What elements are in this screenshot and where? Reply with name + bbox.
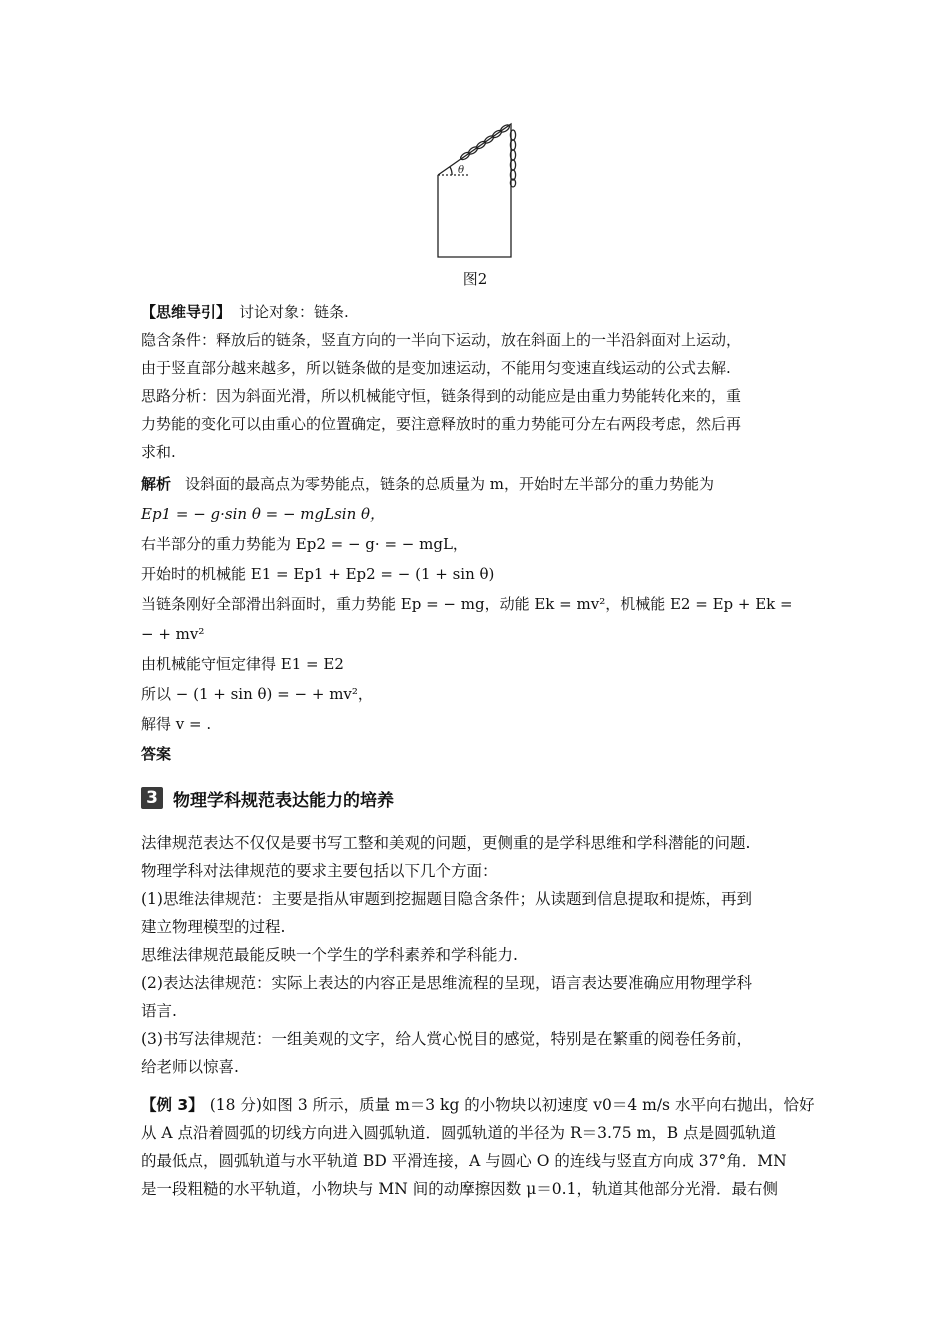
solution-line: 设斜面的最高点为零势能点，链条的总质量为 m，开始时左半部分的重力势能为 [185,475,715,493]
guide-line: 隐含条件：释放后的链条，竖直方向的一半向下运动，放在斜面上的一半沿斜面对上运动， [141,331,742,349]
body-line: 语言. [141,1002,177,1020]
body-line: 建立物理模型的过程. [141,918,286,936]
example-line: (18 分)如图 3 所示，质量 m＝3 kg 的小物块以初速度 v0＝4 m/s 水平向右抛出，恰好 [209,1096,815,1114]
example-label: 【例 3】 [141,1096,204,1114]
solution-line: 解得 v = . [141,715,212,733]
example-line: 是一段粗糙的水平轨道，小物块与 MN 间的动摩擦因数 μ＝0.1，轨道其他部分光滑．最右侧 [141,1180,778,1198]
body-line: (3)书写法律规范：一组美观的文字，给人赏心悦目的感觉，特别是在繁重的阅卷任务前， [141,1030,752,1048]
thinking-guide [141,298,816,466]
guide-line: 思路分析：因为斜面光滑，所以机械能守恒，链条得到的动能应是由重力势能转化来的，重 [141,387,742,405]
example-line: 的最低点，圆弧轨道与水平轨道 BD 平滑连接，A 与圆心 O 的连线与竖直方向成 37°角．MN [141,1152,787,1170]
guide-line: 讨论对象：链条. [239,303,349,321]
section-title: 物理学科规范表达能力的培养 [173,790,394,811]
guide-line: 由于竖直部分越来越多，所以链条做的是变加速运动，不能用匀变速直线运动的公式去解. [141,359,731,377]
theta-label: θ [458,165,465,176]
angle-arc [450,167,452,175]
solution-label: 解析 [141,475,172,493]
body-line: 给老师以惊喜. [141,1058,239,1076]
solution-line: 由机械能守恒定律得 E1 = E2 [141,655,344,673]
guide-line: 力势能的变化可以由重心的位置确定，要注意释放时的重力势能可分左右两段考虑，然后再 [141,415,742,433]
body-line: (1)思维法律规范：主要是指从审题到挖掘题目隐含条件；从读题到信息提取和提炼，再到 [141,890,752,908]
solution-line: − + mv² [141,625,205,643]
body-line: (2)表达法律规范：实际上表达的内容正是思维流程的呈现，语言表达要准确应用物理学科 [141,974,752,992]
figure-caption: 图2 [462,270,488,288]
example-line: 从 A 点沿着圆弧的切线方向进入圆弧轨道．圆弧轨道的半径为 R＝3.75 m，B 点是圆弧轨道 [141,1124,777,1142]
example-3 [141,1091,816,1203]
solution [141,469,816,769]
guide-label: 【思维导引】 [141,303,232,321]
chain-hanging [510,130,515,187]
body-line: 思维法律规范最能反映一个学生的学科素养和学科能力. [141,946,518,964]
guide-line: 求和. [141,443,176,461]
solution-line: Ep1 = − g·sin θ = − mgLsin θ， [141,505,386,523]
solution-line: 开始时的机械能 E1 = Ep1 + Ep2 = − (1 + sin θ) [141,565,495,583]
section-number-badge: 3 [141,787,163,809]
solution-line: 所以 − (1 + sin θ) = − + mv²， [141,685,373,703]
section-heading [141,784,394,812]
block-outline [438,124,511,257]
answer-label: 答案 [141,745,172,763]
body-line: 法律规范表达不仅仅是要书写工整和美观的问题，更侧重的是学科思维和学科潜能的问题. [141,834,751,852]
body-line: 物理学科对法律规范的要求主要包括以下几个方面： [141,862,498,880]
solution-line: 当链条刚好全部滑出斜面时，重力势能 Ep = − mg，动能 Ek = mv²，机械能 E2 = Ep + Ek = [141,595,793,613]
figure-2-diagram [420,118,530,268]
solution-line: 右半部分的重力势能为 Ep2 = − g· = − mgL， [141,535,468,553]
section-body [141,829,816,1081]
